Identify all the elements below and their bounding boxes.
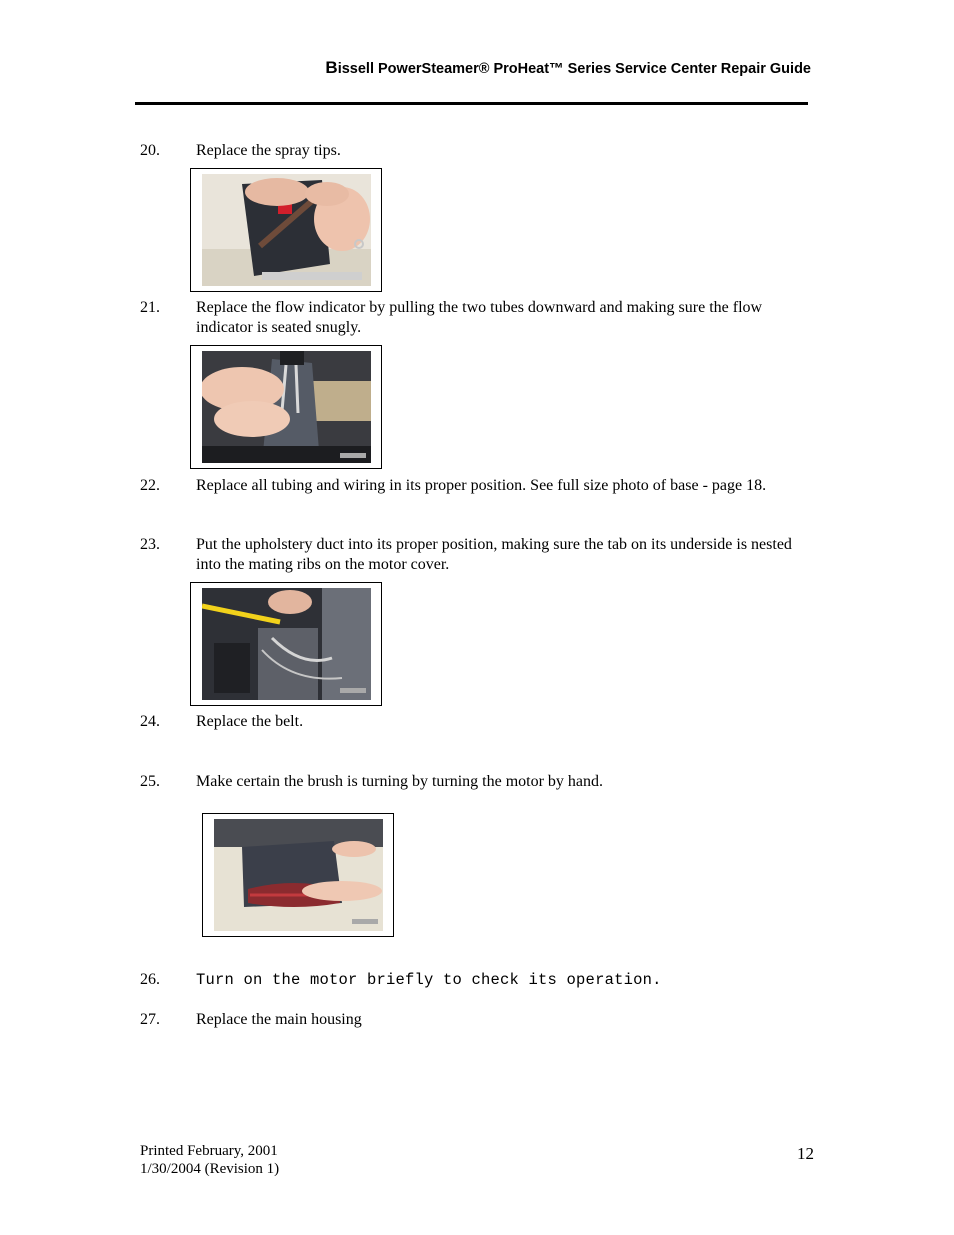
step-number: 20.: [140, 142, 160, 159]
header-rule: [135, 102, 808, 105]
step-number: 27.: [140, 1011, 160, 1028]
step-text: Replace the main housing: [196, 1011, 362, 1028]
page-number: 12: [797, 1144, 814, 1163]
step-text: Put the upholstery duct into its proper position, making sure the tab on its underside is nested into the mating ribs on the motor cover.: [196, 536, 792, 573]
footer: [140, 1142, 279, 1178]
photo-spray-tips: [190, 168, 382, 292]
step-text: Replace the spray tips.: [196, 142, 341, 159]
step-number: 23.: [140, 536, 160, 553]
step-number: 26.: [140, 971, 160, 988]
photo-brush-check: [202, 813, 394, 937]
step-number: 21.: [140, 299, 160, 316]
step-text: Make certain the brush is turning by turning the motor by hand.: [196, 773, 604, 790]
step-text: Replace all tubing and wiring in its proper position. See full size photo of base - page 18.: [196, 477, 767, 494]
title-initial: B: [325, 58, 338, 77]
footer-revision: 1/30/2004 (Revision 1): [140, 1161, 280, 1177]
step-text: Turn on the motor briefly to check its operation.: [196, 971, 662, 989]
photo-flow-indicator: [190, 345, 382, 469]
step-number: 24.: [140, 713, 160, 730]
step-number: 22.: [140, 477, 160, 494]
step-text: Replace the flow indicator by pulling the two tubes downward and making sure the flow indicator is seated snugly.: [196, 299, 763, 336]
step-number: 25.: [140, 773, 160, 790]
document-title: [325, 58, 811, 78]
title-rest: issell PowerSteamer® ProHeat™ Series Service Center Repair Guide: [337, 61, 811, 77]
photo-upholstery-duct: [190, 582, 382, 706]
step-text: Replace the belt.: [196, 713, 304, 730]
footer-printed-date: Printed February, 2001: [140, 1143, 278, 1159]
